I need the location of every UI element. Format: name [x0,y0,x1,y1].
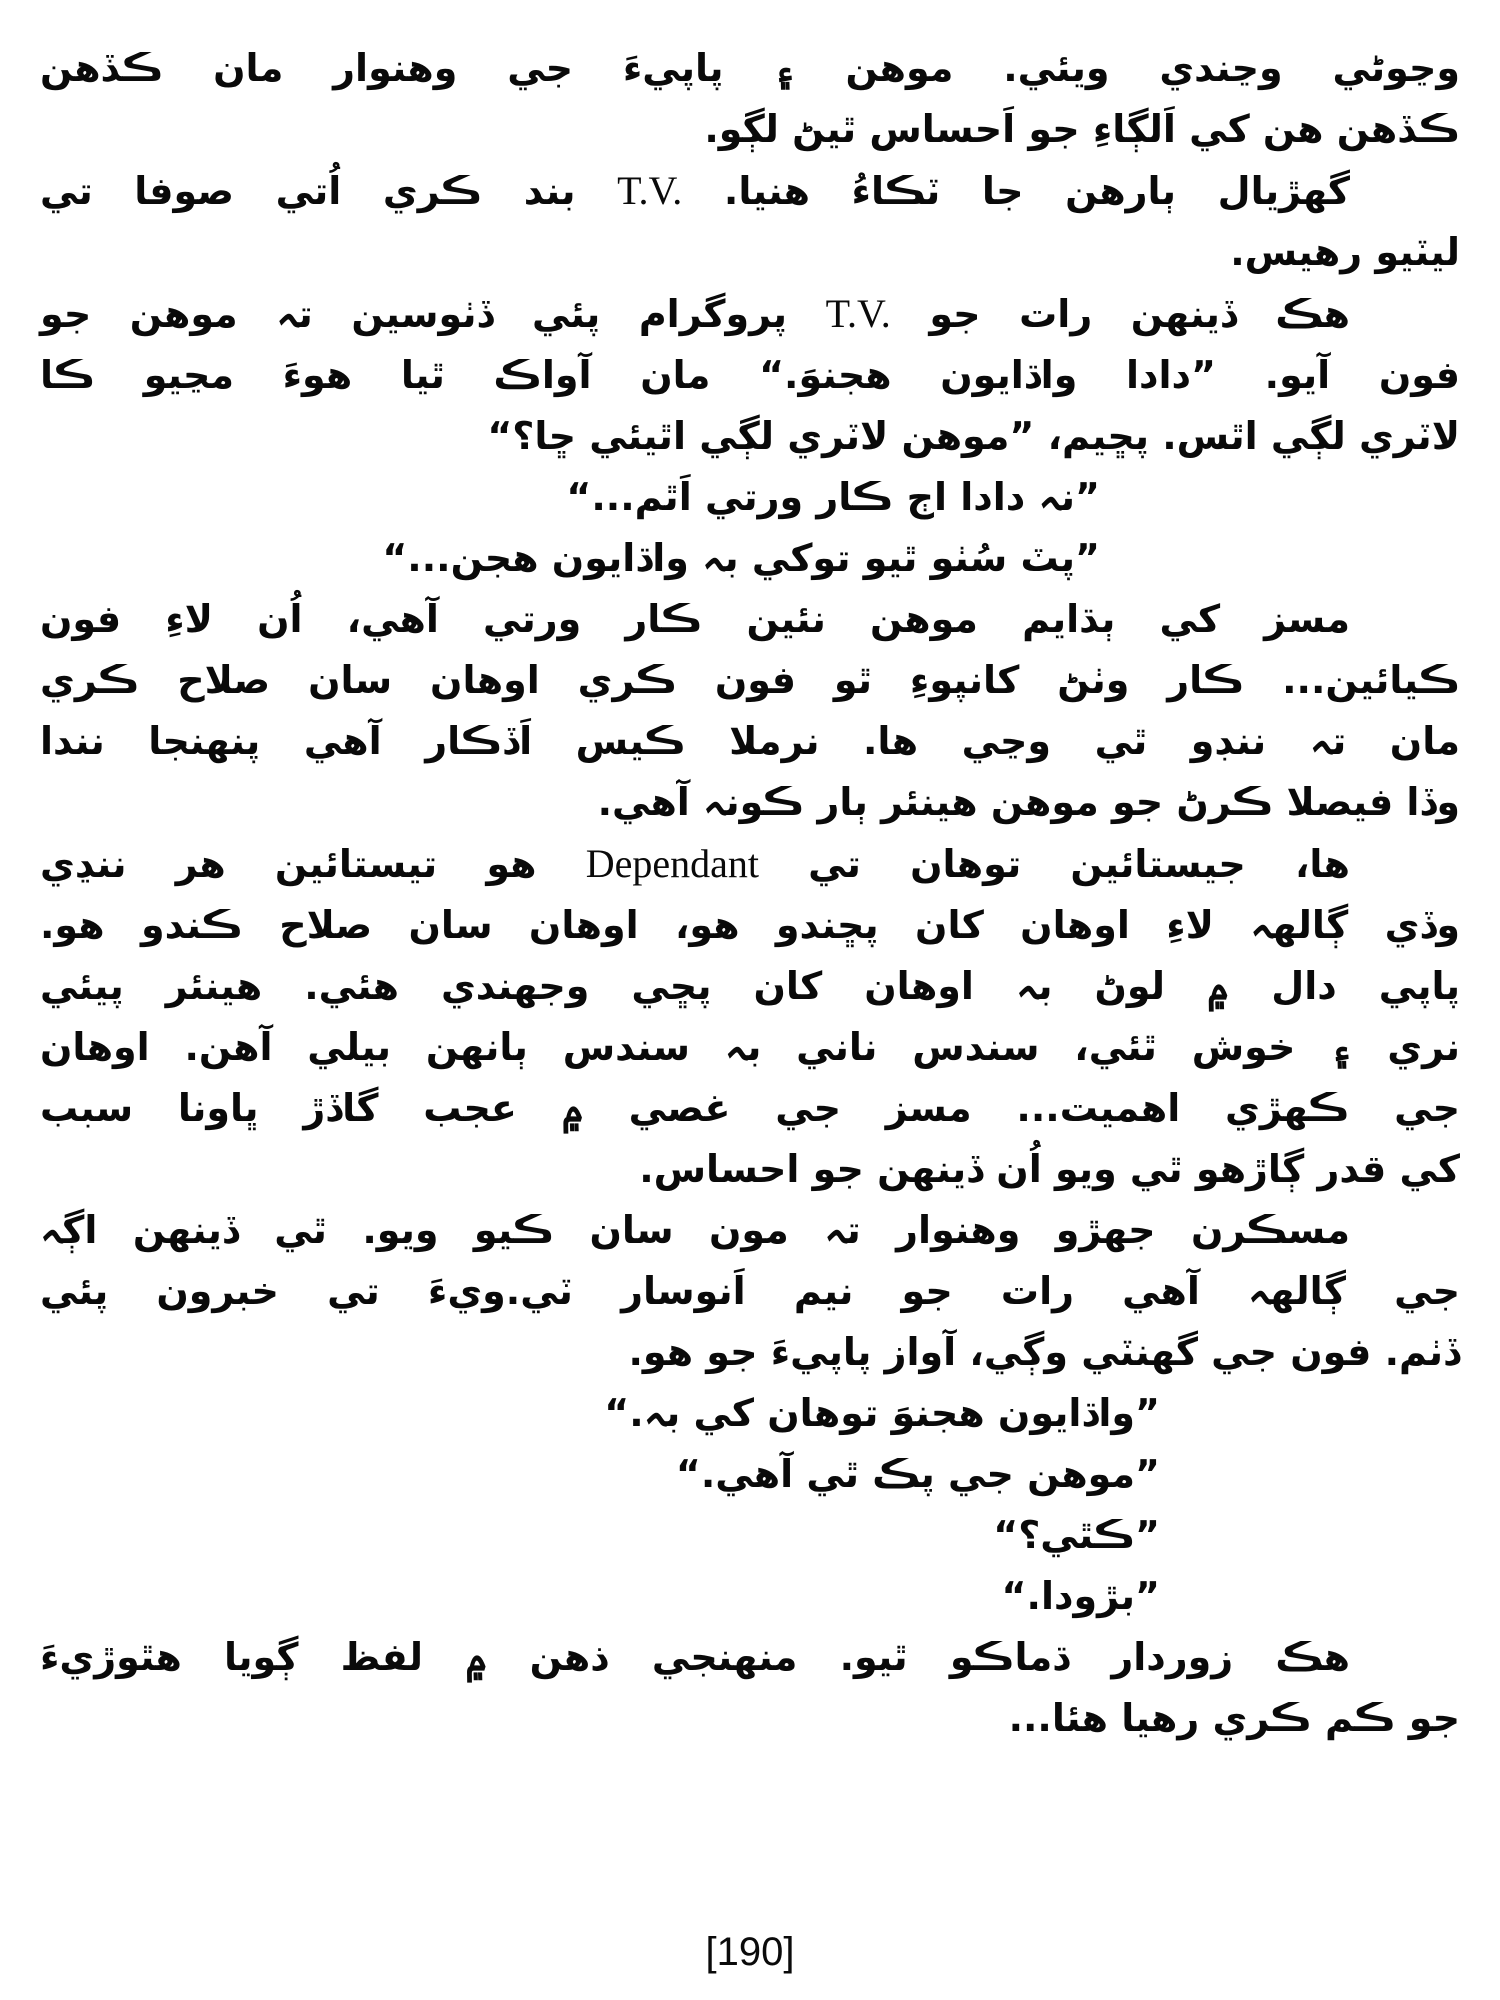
latin-word: T.V. [825,291,891,336]
text-line: ڏٺم. فون جي گهنٽي وڳي، آواز پاپيءَ جو هو. [628,1330,1460,1374]
quote-line: ”نہ دادا اڄ ڪار ورتي اَٿم...“ [566,475,1100,519]
quote-line: ”موهن جي پڪ ٿي آهي.“ [675,1452,1160,1496]
text-line: گهڙيال ٻارهن جا ٽڪاءُ هنيا. T.V. بند ڪري اُتي صوفا تي [40,168,1350,213]
text-line: ليٽيو رهيس. [1230,230,1460,274]
body-text [40,38,1460,1749]
quote-line: ”واڌايون هجنوَ توهان کي بہ.“ [604,1391,1160,1435]
text-line: مان تہ ننڊو ٿي وڃي ها. نرملا ڪيس اَڏڪار آهي پنهنجا نندا [40,719,1460,763]
text-line: لاٽري لڳي اٿس. پڇيم، ”موهن لاٽري لڳي اٿيئي ڇا؟“ [487,414,1460,458]
text-line: ها، جيستائين توهان تي Dependant هو تيستائين هر ننڍي [40,841,1351,886]
page-number: [190] [705,1930,795,1974]
text-line: کي قدر ڳاڙهو ٿي ويو اُن ڏينهن جو احساس. [639,1147,1460,1191]
text-line: وڏي ڳالهہ لاءِ اوهان کان پڇندو هو، اوهان سان صلاح ڪندو هو. [40,903,1460,947]
text-line: پاپي دال ۾ لوڻ بہ اوهان کان پڇي وجهندي هئي. هينئر پيئي [40,964,1460,1008]
text-line: نري ۽ خوش ٿئي، سندس ناني بہ سندس ٻانهن بيلي آهن. اوهان [40,1025,1460,1069]
text-line: ڪڏهن هن کي اَلڳاءِ جو اَحساس ٿيڻ لڳو. [704,107,1460,151]
text-line: هڪ زوردار ڌماڪو ٿيو. منهنجي ذهن ۾ لفظ ڳويا هٿوڙيءَ [40,1635,1350,1679]
text-line: جي ڪهڙي اهميت... مسز جي غصي ۾ عجب گاڏڙ ڀاونا سبب [40,1086,1460,1130]
text-line: فون آيو. ”دادا واڌايون هجنوَ.“ مان آواڪ ٿيا هوءَ مڃيو ڪا [40,353,1460,397]
text-line: مسز کي ٻڌايم موهن نئين ڪار ورتي آهي، اُن لاءِ فون [40,597,1350,641]
text-line: ڪيائين... ڪار وٺڻ کانپوءِ ٿو فون ڪري اوهان سان صلاح ڪري [40,658,1460,702]
text-line: هڪ ڏينهن رات جو T.V. پروگرام پئي ڏٺوسين تہ موهن جو [40,291,1350,336]
text-line: مسڪرن جهڙو وهنوار تہ مون سان ڪيو ويو. ٿي ڏينهن اڳہ [40,1208,1350,1252]
quote-line: ”ڪٿي؟“ [993,1513,1160,1557]
text-line: وڏا فيصلا ڪرڻ جو موهن هينئر ٻار ڪونہ آهي. [597,780,1460,824]
quote-line: ”پٽ سُٺو ٿيو توکي بہ واڌايون هجن...“ [382,536,1100,580]
latin-word: Dependant [585,841,759,886]
text-line: جي ڳالهہ آهي رات جو نيم اَنوسار ٽي.ويءَ تي خبرون پئي [40,1269,1460,1313]
text-line: وڃوڻي وڃندي ويئي. موهن ۽ پاپيءَ جي وهنوار مان ڪڏهن [40,46,1460,90]
quote-line: ”بڙودا.“ [1001,1574,1160,1618]
latin-word: T.V. [617,168,683,213]
text-line: جو ڪم ڪري رهيا هئا... [1008,1696,1460,1740]
